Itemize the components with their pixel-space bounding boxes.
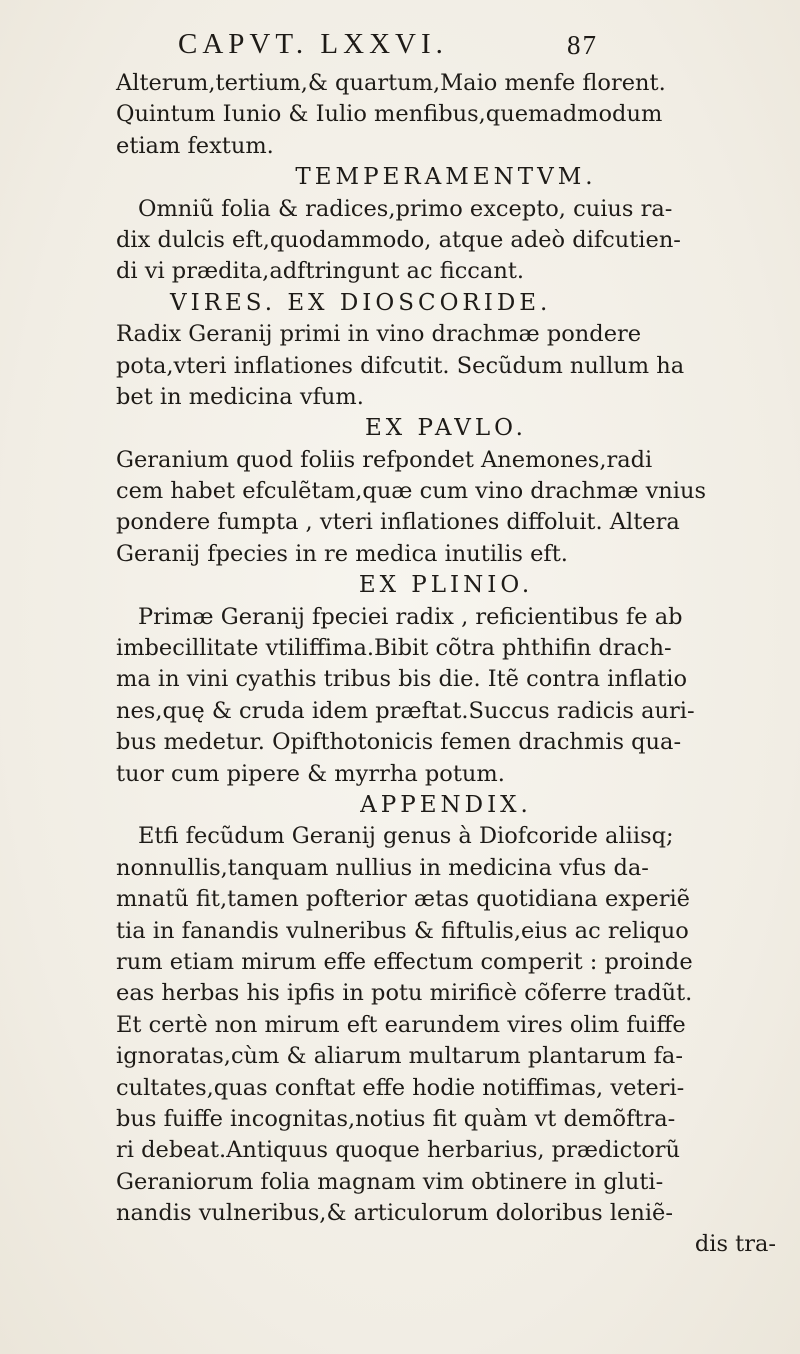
paragraph-first-line: Etfi fecũdum Geranij genus à Diofcoride aliisq;	[138, 823, 674, 850]
text-line: etiam fextum.	[116, 132, 274, 159]
text-line: Et certè non mirum eft earundem vires olim fuiffe	[116, 1011, 686, 1038]
section-heading: APPENDIX.	[360, 791, 532, 818]
text-line: Radix Geranij primi in vino drachmæ pondere	[116, 321, 642, 348]
text-line: ri debeat.Antiquus quoque herbarius, prædictorũ	[116, 1137, 681, 1164]
text-line: bus medetur. Opifthotonicis femen drachmis qua-	[116, 729, 682, 756]
text-line: tia in fanandis vulneribus & fiftulis,eius ac reliquo	[116, 917, 689, 944]
paragraph-first-line: Primæ Geranij fpeciei radix , reficientibus fe ab	[138, 603, 683, 630]
page-number: 87	[567, 30, 598, 60]
text-line: pota,vteri inflationes difcutit. Secũdum nullum ha	[116, 352, 685, 379]
paragraph-first-line: Omniũ folia & radices,primo excepto, cuius ra-	[138, 195, 673, 222]
section-heading: EX PLINIO.	[358, 572, 534, 599]
section-heading: EX PAVLO.	[364, 415, 527, 442]
text-line: nes,quę & cruda idem præftat.Succus radicis auri-	[116, 697, 695, 724]
text-line: cultates,quas conftat effe hodie notiffimas, veteri-	[116, 1074, 685, 1101]
text-line: Geraniorum folia magnam vim obtinere in gluti-	[116, 1168, 664, 1195]
section-heading: TEMPERAMENTVM.	[295, 164, 597, 191]
text-line: cem habet efculẽtam,quæ cum vino drachmæ vnius	[116, 478, 707, 505]
section-heading: VIRES. EX DIOSCORIDE.	[170, 289, 552, 316]
text-line: tuor cum pipere & myrrha potum.	[116, 760, 505, 787]
text-line: Geranium quod foliis refpondet Anemones,radi	[116, 446, 653, 473]
text-line: nonnullis,tanquam nullius in medicina vfus da-	[116, 854, 649, 881]
text-line: Geranij fpecies in re medica inutilis eft.	[116, 540, 568, 567]
text-line: bus fuiffe incognitas,notius fit quàm vt demõftra-	[116, 1105, 676, 1132]
text-line: di vi prædita,adftringunt ac ficcant.	[116, 258, 525, 285]
text-line: ma in vini cyathis tribus bis die. Itẽ contra inflatio	[116, 666, 688, 693]
text-block	[116, 68, 776, 1261]
chapter-title: CAPVT. LXXVI.	[178, 28, 448, 60]
running-header	[178, 28, 598, 68]
text-line: pondere fumpta , vteri inflationes diffoluit. Altera	[116, 509, 680, 536]
text-line: ignoratas,cùm & aliarum multarum plantarum fa-	[116, 1043, 683, 1070]
text-line: dix dulcis eft,quodammodo, atque adeò difcutien-	[116, 226, 681, 253]
text-line: Alterum,tertium,& quartum,Maio menfe florent.	[116, 70, 666, 96]
text-line: rum etiam mirum effe effectum comperit : proinde	[116, 948, 693, 975]
text-line: eas herbas his ipfis in potu mirificè cõferre tradũt.	[116, 980, 693, 1007]
catchword-line: dis tra-	[694, 1231, 776, 1258]
text-line: imbecillitate vtiliffima.Bibit cõtra phthifin drach-	[116, 635, 672, 662]
text-line: mnatũ fit,tamen pofterior ætas quotidiana experiẽ	[116, 886, 690, 913]
text-line: Quintum Iunio & Iulio menfibus,quemadmodum	[116, 101, 663, 128]
text-line: bet in medicina vfum.	[116, 383, 364, 410]
text-line: nandis vulneribus,& articulorum doloribus leniẽ-	[116, 1200, 673, 1227]
